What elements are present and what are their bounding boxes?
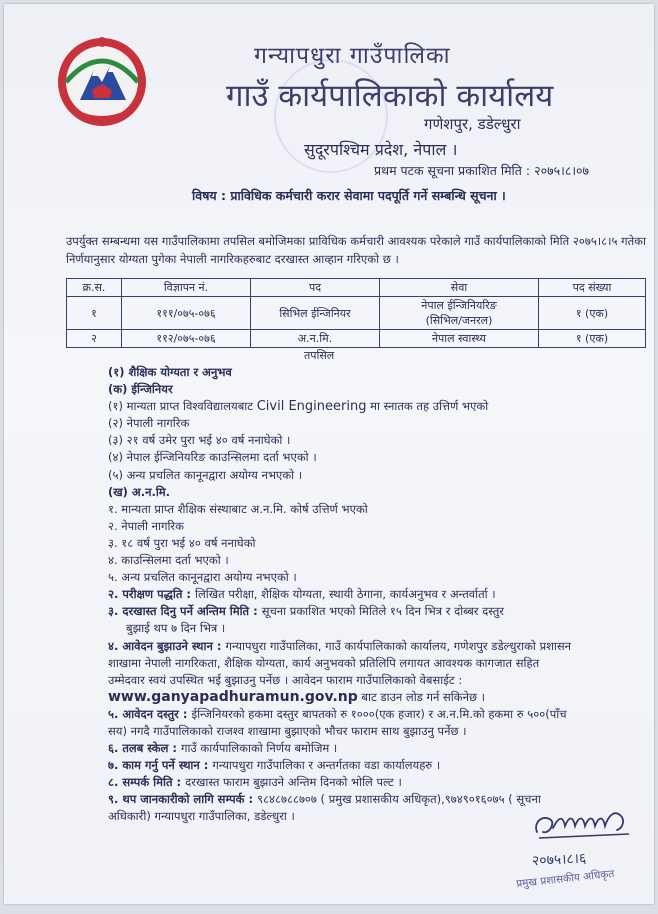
section-salary: ६. तलब स्केल : गाउँ कार्यपालिकाको निर्णय बमोजिम । [108,741,338,756]
notice-page [4,4,654,904]
section-submission-place: ४. आवेदन बुझाउने स्थान : गन्यापधुरा गाउँपालिका, गाउँ कार्यपालिकाको कार्यालय, गणेशपुर डडेल्धुराको प्रशासन [108,638,572,653]
signed-date: २०७५।८।६ [531,850,587,870]
table-cell: अ.न.मि. [251,330,380,348]
table-cell: २ [67,330,122,348]
section-submission-cont: शाखामा नेपाली नागरिकता, शैक्षिक योग्यता, कार्य अनुभवको प्रतिलिपि लगायत आवश्यक कागजात सहित [108,655,540,670]
list-item: (२) नेपाली नागरिक [108,416,190,431]
website-line: www.ganyapadhuramun.gov.np बाट डाउन लोड गर्न सकिनेछ । [108,688,486,705]
list-item: ३. १८ वर्ष पुरा भई ४० वर्ष ननाघेको [108,535,256,550]
section-contact-cont: अधिकारी) गन्यापधुरा गाउँपालिका, डडेल्धुरा । [108,809,295,824]
table-cell: १ (एक) [539,297,646,330]
table-cell: १ (एक) [539,330,646,348]
list-item: (१) मान्यता प्राप्त विश्वविद्यालयबाट Civil Engineering मा स्नातक तह उत्तिर्ण भएको [108,399,489,415]
section-fee: ५. आवेदन दस्तुर : ईन्जिनियरको हकमा दस्तुर बापतको रु १०००(एक हजार) र अ.न.मि.को हकमा रु ५००(पाँच [108,706,567,721]
col-post: पद [251,279,380,297]
section-submission-cont: उम्मेदवार स्वयं उपस्थित भई बुझाउनु पर्नेछ । आवेदन फाराम गाउँपालिकाको वेबसाईट : [108,672,463,687]
list-item: (५) अन्य प्रचलित कानूनद्वारा अयोग्य नभएको । [108,467,303,482]
subsection-engineer: (क) ईन्जिनियर [108,382,173,397]
table-cell: ११२/०७५-०७६ [122,330,251,348]
section-qualification-title: (१) शैक्षिक योग्यता र अनुभव [108,365,232,379]
col-service: सेवा [380,279,539,297]
notice-intro: उपर्युक्त सम्बन्धमा यस गाउँपालिकामा तपसिल बमोजिमका प्राविधिक कर्मचारी आवश्यक परेकाले गाउँ कार्यपालिकाको मिति २०७५।८।५ गतेका निर्णयानुसार योग्यता पुगेका नेपाली नागरिकहरुबाट दरखास्त आव्हान गरिएको छ । [66,234,646,266]
table-cell: १ [67,297,122,330]
section-contact-date: ८. सम्पर्क मिति : दरखास्त फाराम बुझाउने अन्तिम दिनको भोलि पल्ट । [108,775,402,790]
list-item: (४) नेपाल ईन्जिनियरिङ काउन्सिलमा दर्ता भएको । [108,450,317,465]
table-cell: नेपाल स्वास्थ्य [380,330,539,348]
signature-icon [529,802,639,846]
list-item: (३) २१ वर्ष उमेर पुरा भई ४० वर्ष ननाघेको । [108,433,291,448]
section-fee-cont: सय) नगदै गाउँपालिकाको राजश्व शाखामा बुझाएको भौचर फाराम साथ बुझाउनु पर्नेछ । [108,723,467,738]
list-item: २. नेपाली नागरिक [108,518,184,533]
subsection-anm: (ख) अ.न.मि. [108,484,171,499]
list-item: १. मान्यता प्राप्त शैक्षिक संस्थाबाट अ.न.मि. कोर्ष उत्तिर्ण भएको [108,501,368,516]
list-item: ५. अन्य प्रचलित कानूनद्वारा अयोग्य नभएको । [108,570,297,585]
table-row [67,297,646,330]
col-count: पद संख्या [539,279,646,297]
office-name: गाउँ कार्यपालिकाको कार्यालय [226,78,554,114]
col-serial: क्र.स. [67,279,122,297]
section-deadline: ३. दरखास्त दिनु पर्ने अन्तिम मिति : सूचना प्रकाशित भएको मितिले १५ दिन भित्र र दोब्बर दस्तुर [108,604,504,619]
section-deadline-cont: बुझाई थप ७ दिन भित्र । [126,621,226,636]
table-header-row [67,279,646,297]
website-link[interactable]: www.ganyapadhuramun.gov.np [108,688,358,705]
table-cell: सिभिल ईन्जिनियर [251,297,380,330]
col-advert-no: विज्ञापन नं. [122,279,251,297]
notice-subject: विषय : प्राविधिक कर्मचारी करार सेवामा पदपूर्ति गर्ने सम्बन्धि सूचना । [192,188,506,203]
gaupalika-name: गन्यापधुरा गाउँपालिका [254,43,451,69]
nepal-emblem-icon [52,30,152,130]
section-exam-method: २. परीक्षण पद्धति : लिखित परीक्षा, शैक्षिक योग्यता, स्थायी ठेगाना, कार्यअनुभव र अन्तर्वार्ता । [108,587,496,602]
notice-body [108,364,648,826]
table-row [67,330,646,348]
office-address: गणेशपुर, डडेल्धुरा [424,115,521,133]
section-work-place: ७. काम गर्नु पर्ने स्थान : गन्यापधुरा गाउँपालिका र अन्तर्गतका वडा कार्यालयहरु । [108,758,441,773]
section-contact: ९. थप जानकारीको लागि सम्पर्क : ९८४८७८८७०७ ( प्रमुख प्रशासकीय अधिकृत),९७४९०१६०७५ ( सूचना [108,792,541,807]
province-line: सुदूरपश्चिम प्रदेश, नेपाल । [304,140,458,159]
table-cell: नेपाल ईन्जिनियरिङ (सिभिल/जनरल) [380,297,539,330]
table-cell: १११/०७५-०७६ [122,297,251,330]
publish-date: प्रथम पटक सूचना प्रकाशित मिति : २०७५।८।०७ [374,163,590,178]
vacancy-table [66,278,646,348]
details-caption: तपसिल [304,349,335,362]
list-item: ४. काउन्सिलमा दर्ता भएको । [108,553,229,568]
designation-stamp: प्रमुख प्रशासकीय अधिकृत [515,867,615,891]
